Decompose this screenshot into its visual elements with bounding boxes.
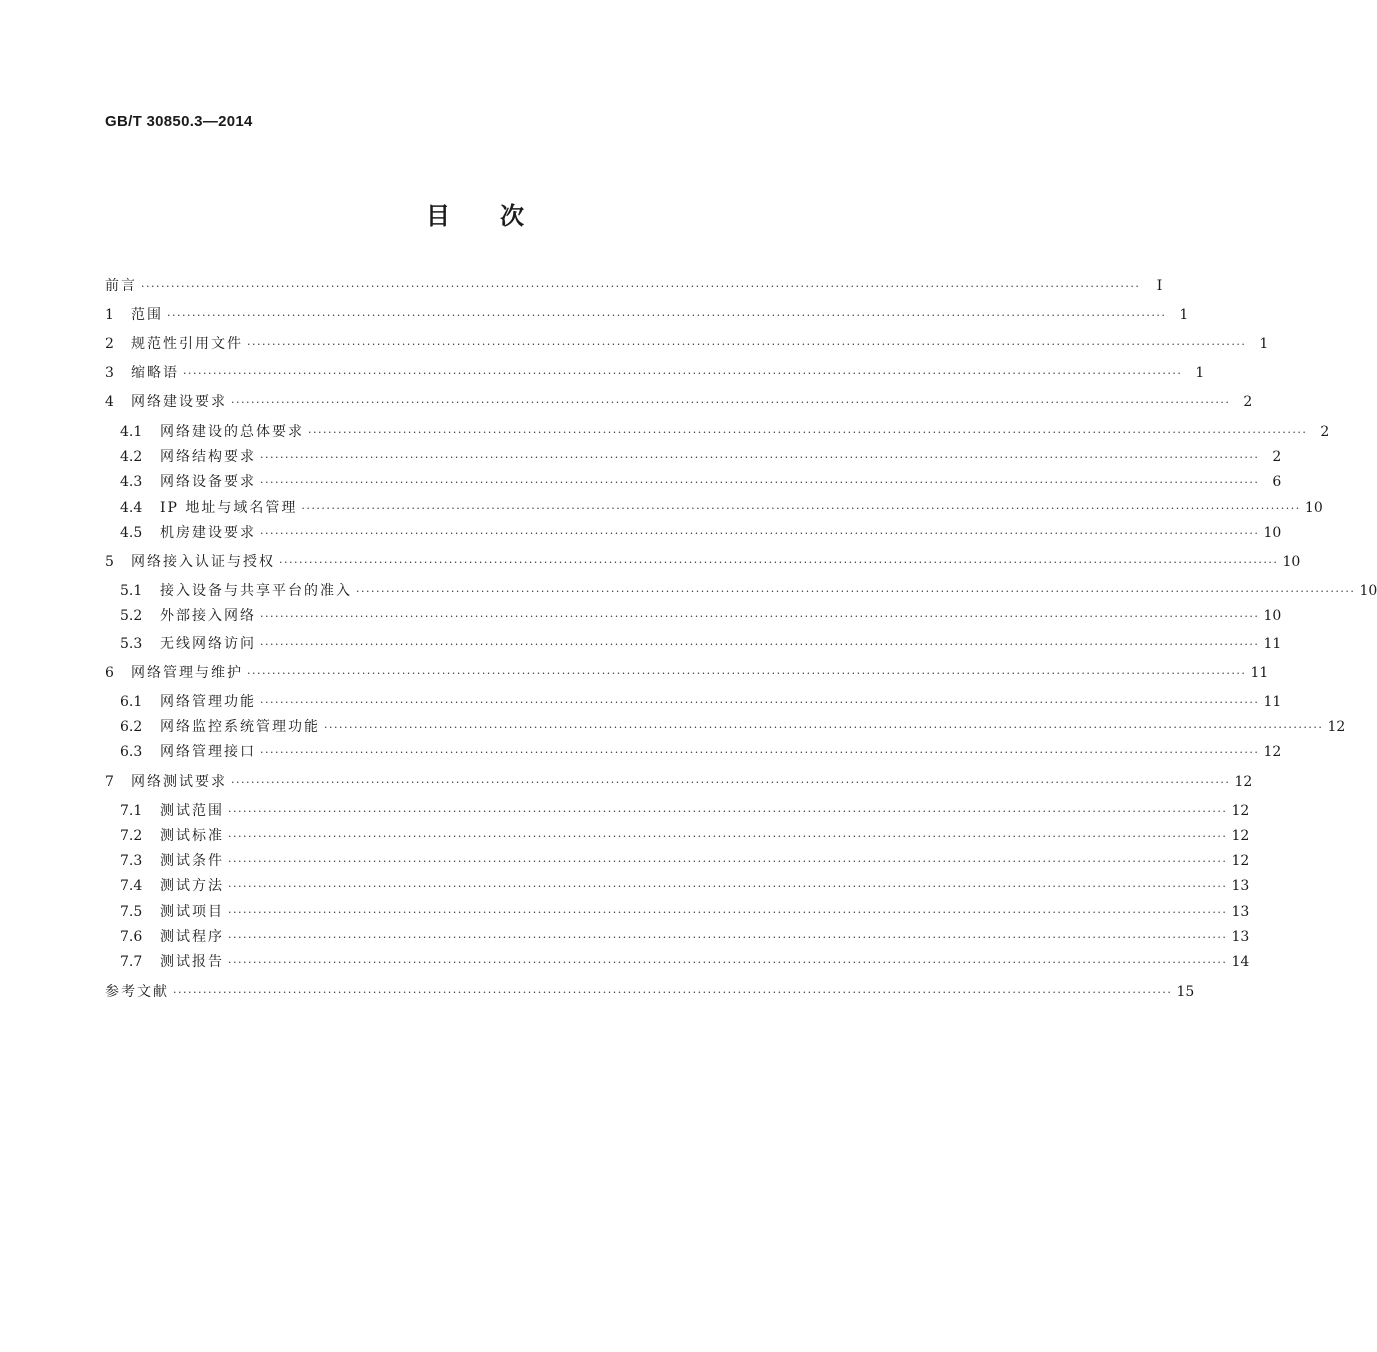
- toc-entry-page: 10: [1359, 583, 1377, 599]
- toc-entry-number: 4.2: [120, 449, 143, 465]
- toc-entry-title: 前言: [105, 278, 137, 294]
- toc-entry-page: 2: [1320, 424, 1330, 440]
- toc-entry-page: 10: [1304, 500, 1323, 516]
- toc-entry-title: 测试程序: [160, 929, 224, 945]
- toc-entry-title: 网络建设要求: [131, 394, 227, 410]
- toc-entry-number: 5: [105, 554, 114, 570]
- toc-entry-page: 10: [1263, 525, 1282, 541]
- toc-leader-dots: ········································································································································································································: [141, 280, 1141, 293]
- toc-entry[interactable]: [105, 980, 1195, 1004]
- toc-entry-title: 范围: [131, 307, 163, 323]
- toc-leader-dots: ········································································································································································································: [279, 556, 1279, 569]
- toc-leader-dots: ········································································································································································································: [308, 426, 1308, 439]
- toc-entry[interactable]: [120, 470, 1282, 494]
- toc-entry-number: 7.5: [120, 904, 143, 920]
- toc-leader-dots: ········································································································································································································: [173, 986, 1173, 999]
- toc-entry-number: 5.1: [120, 583, 143, 599]
- toc-entry-title: 参考文献: [105, 984, 169, 1000]
- toc-leader-dots: ········································································································································································································: [228, 880, 1228, 893]
- toc-entry-number: 7.2: [120, 828, 143, 844]
- toc-entry-number: 4: [105, 394, 114, 410]
- toc-leader-dots: ········································································································································································································: [301, 502, 1301, 515]
- toc-entry-page: 15: [1176, 984, 1195, 1000]
- toc-leader-dots: ········································································································································································································: [247, 667, 1247, 680]
- toc-entry-title: 测试范围: [160, 803, 224, 819]
- toc-leader-dots: ········································································································································································································: [231, 396, 1231, 409]
- toc-entry-title: IP 地址与域名管理: [160, 500, 298, 516]
- toc-entry-title: 网络测试要求: [131, 774, 227, 790]
- toc-entry-title: 网络管理功能: [160, 694, 256, 710]
- toc-entry-title: 网络接入认证与授权: [131, 554, 275, 570]
- toc-entry[interactable]: [105, 274, 1163, 298]
- toc-leader-dots: ········································································································································································································: [231, 776, 1231, 789]
- toc-leader-dots: ········································································································································································································: [260, 638, 1260, 651]
- toc-entry-page: 11: [1263, 694, 1282, 710]
- toc-entry-number: 7.4: [120, 878, 143, 894]
- toc-entry-page: 12: [1327, 719, 1346, 735]
- toc-entry[interactable]: [105, 661, 1269, 685]
- toc-entry-page: 1: [1179, 307, 1189, 323]
- toc-leader-dots: ········································································································································································································: [228, 805, 1228, 818]
- toc-entry-number: 5.3: [120, 636, 143, 652]
- toc-entry[interactable]: [120, 420, 1330, 444]
- toc-leader-dots: ········································································································································································································: [260, 476, 1260, 489]
- toc-entry[interactable]: [120, 900, 1250, 924]
- toc-entry[interactable]: [105, 770, 1253, 794]
- toc-entry-page: 13: [1231, 929, 1250, 945]
- toc-entry[interactable]: [105, 390, 1253, 414]
- toc-leader-dots: ········································································································································································································: [228, 855, 1228, 868]
- toc-entry-page: 12: [1231, 803, 1250, 819]
- toc-leader-dots: ········································································································································································································: [260, 610, 1260, 623]
- toc-entry-page: 13: [1231, 904, 1250, 920]
- toc-entry-title: 接入设备与共享平台的准入: [160, 583, 352, 599]
- toc-leader-dots: ········································································································································································································: [260, 451, 1260, 464]
- toc-entry-number: 7.1: [120, 803, 143, 819]
- toc-leader-dots: ········································································································································································································: [228, 906, 1228, 919]
- toc-entry-title: 测试项目: [160, 904, 224, 920]
- toc-entry[interactable]: [120, 521, 1282, 545]
- toc-entry[interactable]: [105, 550, 1301, 574]
- toc-entry-page: 11: [1250, 665, 1269, 681]
- toc-entry[interactable]: [120, 496, 1323, 520]
- toc-entry-number: 6.1: [120, 694, 143, 710]
- toc-entry-page: 11: [1263, 636, 1282, 652]
- toc-leader-dots: ········································································································································································································: [228, 956, 1228, 969]
- toc-entry-number: 4.3: [120, 474, 143, 490]
- toc-entry[interactable]: [120, 799, 1250, 823]
- toc-entry-title: 网络设备要求: [160, 474, 256, 490]
- toc-entry-page: 12: [1231, 853, 1250, 869]
- toc-leader-dots: ········································································································································································································: [228, 931, 1228, 944]
- toc-leader-dots: ········································································································································································································: [356, 585, 1356, 598]
- toc-entry-title: 网络结构要求: [160, 449, 256, 465]
- toc-entry-title: 网络建设的总体要求: [160, 424, 304, 440]
- toc-leader-dots: ········································································································································································································: [260, 746, 1260, 759]
- toc-leader-dots: ········································································································································································································: [260, 527, 1260, 540]
- toc-entry-number: 4.4: [120, 500, 143, 516]
- toc-entry-page: 10: [1282, 554, 1301, 570]
- toc-entry-number: 2: [105, 336, 114, 352]
- toc-entry-number: 6.2: [120, 719, 143, 735]
- toc-entry-number: 7.7: [120, 954, 143, 970]
- toc-entry-page: Ⅰ: [1156, 278, 1163, 294]
- toc-entry-page: 1: [1259, 336, 1269, 352]
- toc-entry-title: 外部接入网络: [160, 608, 256, 624]
- toc-entry-title: 网络管理与维护: [131, 665, 243, 681]
- toc-entry-title: 网络监控系统管理功能: [160, 719, 320, 735]
- toc-entry[interactable]: [120, 950, 1250, 974]
- toc-leader-dots: ········································································································································································································: [247, 338, 1247, 351]
- toc-entry-page: 10: [1263, 608, 1282, 624]
- toc-entry[interactable]: [120, 849, 1250, 873]
- toc-entry[interactable]: [105, 332, 1269, 356]
- toc-entry-title: 测试条件: [160, 853, 224, 869]
- toc-entry-page: 2: [1243, 394, 1253, 410]
- toc-entry-number: 6: [105, 665, 114, 681]
- toc-entry-title: 缩略语: [131, 365, 179, 381]
- toc-entry-number: 7.3: [120, 853, 143, 869]
- toc-entry-page: 1: [1195, 365, 1205, 381]
- toc-leader-dots: ········································································································································································································: [167, 309, 1167, 322]
- toc-entry[interactable]: [105, 361, 1205, 385]
- toc-entry-number: 5.2: [120, 608, 143, 624]
- page-title: 目次: [426, 202, 574, 230]
- toc-entry-number: 4.5: [120, 525, 143, 541]
- toc-entry-page: 12: [1231, 828, 1250, 844]
- toc-entry[interactable]: [120, 925, 1250, 949]
- toc-entry[interactable]: [120, 740, 1282, 764]
- toc-entry-number: 3: [105, 365, 114, 381]
- toc-entry-number: 6.3: [120, 744, 143, 760]
- toc-leader-dots: ········································································································································································································: [183, 367, 1183, 380]
- toc-entry[interactable]: [105, 303, 1189, 327]
- toc-entry-number: 4.1: [120, 424, 143, 440]
- toc-entry-title: 机房建设要求: [160, 525, 256, 541]
- toc-entry-page: 2: [1272, 449, 1282, 465]
- toc-entry-number: 7.6: [120, 929, 143, 945]
- toc-entry-page: 12: [1234, 774, 1253, 790]
- toc-entry-page: 6: [1272, 474, 1282, 490]
- toc-entry-number: 1: [105, 307, 114, 323]
- toc-entry-title: 测试标准: [160, 828, 224, 844]
- toc-entry[interactable]: [120, 445, 1282, 469]
- toc-entry-title: 规范性引用文件: [131, 336, 243, 352]
- toc-entry-page: 12: [1263, 744, 1282, 760]
- toc-entry[interactable]: [120, 579, 1377, 603]
- toc-entry-number: 7: [105, 774, 114, 790]
- toc-entry[interactable]: [120, 715, 1346, 739]
- standard-code: GB/T 30850.3—2014: [105, 113, 253, 130]
- toc-entry[interactable]: [120, 690, 1282, 714]
- toc-leader-dots: ········································································································································································································: [260, 696, 1260, 709]
- toc-entry-title: 网络管理接口: [160, 744, 256, 760]
- toc-entry-page: 14: [1231, 954, 1250, 970]
- toc-leader-dots: ········································································································································································································: [324, 721, 1324, 734]
- toc-entry-title: 测试报告: [160, 954, 224, 970]
- toc-entry[interactable]: [120, 824, 1250, 848]
- toc-entry-title: 测试方法: [160, 878, 224, 894]
- toc-leader-dots: ········································································································································································································: [228, 830, 1228, 843]
- toc-entry[interactable]: [120, 874, 1250, 898]
- toc-entry[interactable]: [120, 632, 1282, 656]
- toc-entry[interactable]: [120, 604, 1282, 628]
- toc-entry-title: 无线网络访问: [160, 636, 256, 652]
- toc-entry-page: 13: [1231, 878, 1250, 894]
